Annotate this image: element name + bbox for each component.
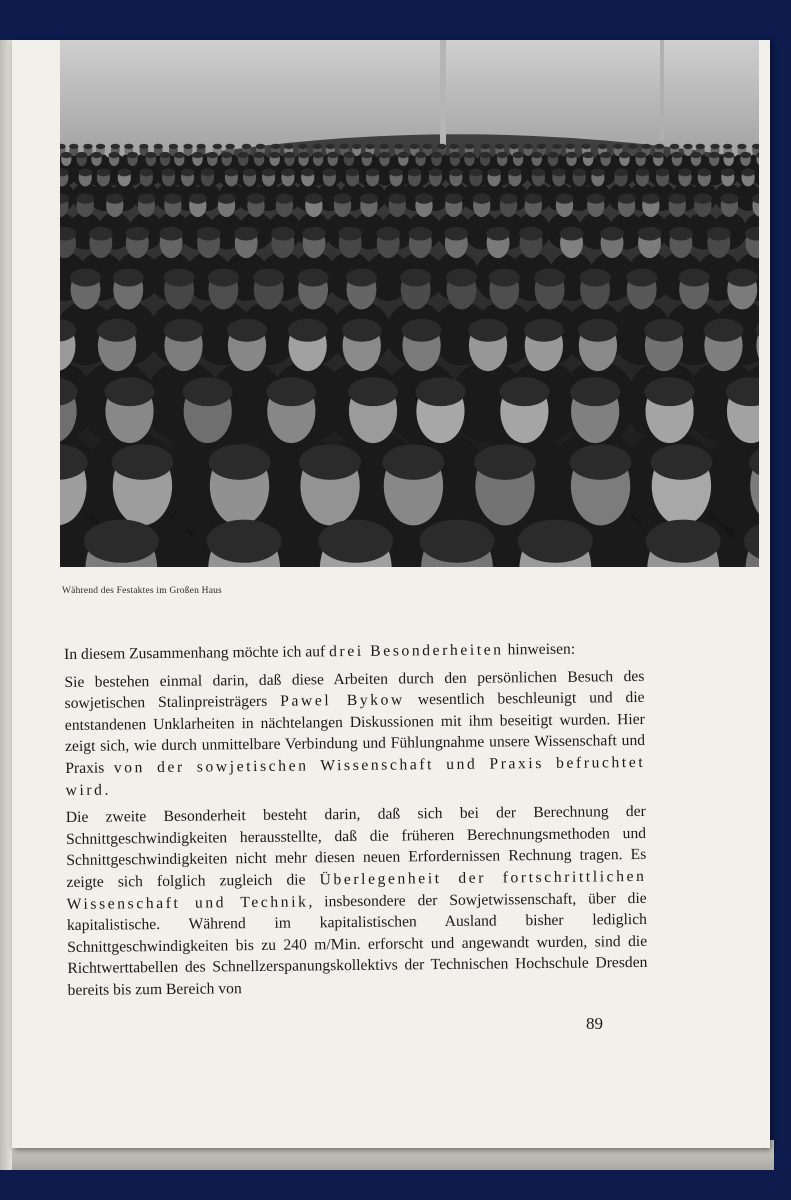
- paragraph-2: [64, 666, 645, 802]
- paragraph-3: [66, 801, 648, 1001]
- paragraph-1-emphasis: drei Besonderheiten: [329, 641, 504, 661]
- audience-photo: [60, 40, 759, 567]
- body-text: [64, 638, 648, 1008]
- paragraph-2-middle: wesentlich beschleunigt und die entstandenen Unklarheiten in nächtelangen Diskussionen mit ihm beseitigt wurden. Hier zeigt sich, wie durch unmittelbare Verbindung und Fühlungnahme unsere Wissenschaft und Praxis: [64, 689, 646, 777]
- page-number: 89: [586, 1014, 603, 1033]
- paragraph-2-emphasis: von der sowjetischen Wissenschaft und Praxis befruchtet wird.: [65, 753, 646, 799]
- paragraph-2-name-emphasis: Pawel Bykow: [280, 691, 405, 710]
- photo-caption: Während des Festaktes im Großen Haus: [62, 586, 222, 596]
- paragraph-3-end: , insbesondere der Sowjetwissenschaft, über die kapitalistische. Während im kapitalistischen Ausland bisher lediglich Schnittgeschwindigkeiten bis zu 240 m/Min. erforscht und angewandt wurden, sind die Richtwerttabellen des Schnellzerspanungskollektivs der Technischen Hochschule Dresden bereits bis zum Bereich von: [66, 889, 648, 999]
- paragraph-1-text: In diesem Zusammenhang möchte ich auf: [64, 643, 330, 663]
- paragraph-1-end: hinweisen:: [503, 640, 576, 659]
- paragraph-3-text: Die zweite Besonderheit besteht darin, daß sich bei der Berechnung der Schnittgeschwindigkeiten herausstellte, daß die früheren Berechnungsmethoden und Schnittgeschwindigkeiten nicht mehr diesen neuen Erfordernissen Rechnung tragen. Es zeigte sich folglich zugleich die: [65, 803, 647, 891]
- paragraph-3-emphasis: Überlegenheit der fortschrittlichen Wissenschaft und Technik: [66, 867, 647, 913]
- paragraph-2-text: Sie bestehen einmal darin, daß diese Arbeiten durch den persönlichen Besuch des sowjetischen Stalinpreisträgers: [64, 667, 645, 713]
- audience-photo-icon: [60, 40, 759, 567]
